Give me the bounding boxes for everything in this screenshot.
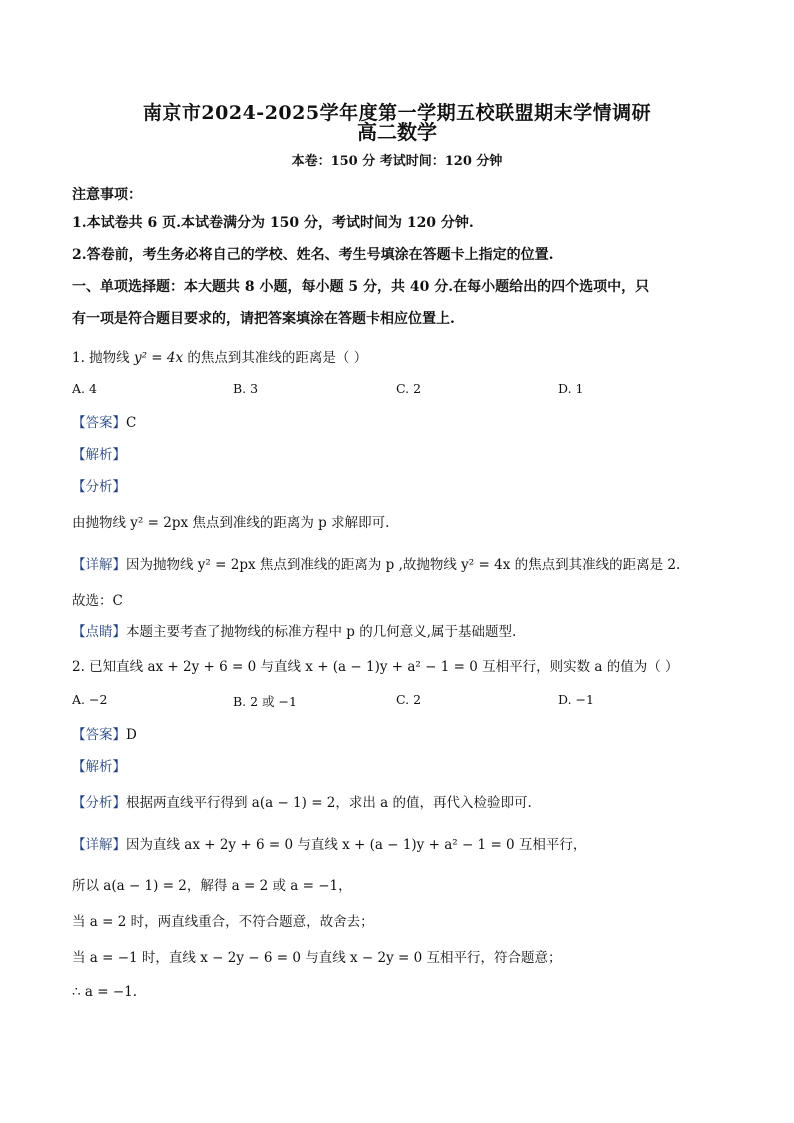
q1-comment-text: 本题主要考查了抛物线的标准方程中 p 的几何意义,属于基础题型. — [126, 624, 517, 640]
q2-option-a: A. −2 — [72, 692, 108, 707]
q1-choose: 故选：C — [72, 593, 123, 609]
q2-answer-value: D — [126, 727, 137, 743]
notice-item-2: 2.答卷前，考生务必将自己的学校、姓名、考生号填涂在答题卡上指定的位置. — [72, 247, 554, 263]
q1-formula: y² = 4x — [133, 350, 184, 366]
q2-stem: 2. 已知直线 ax + 2y + 6 = 0 与直线 x + (a − 1)y + a² − 1 = 0 互相平行，则实数 a 的值为（ ） — [72, 659, 679, 675]
q2-conclusion: ∴ a = −1. — [72, 984, 138, 1000]
q1-comment — [72, 620, 516, 640]
q1-detail — [72, 553, 680, 573]
q1-comment-tag: 【点睛】 — [72, 624, 126, 640]
q1-option-d: D. 1 — [558, 381, 584, 396]
q1-detail-tag: 【详解】 — [72, 557, 126, 573]
q1-answer-tag: 【答案】 — [72, 415, 126, 431]
q1-answer-value: C — [126, 415, 137, 431]
q2-fenxi-text: 根据两直线平行得到 a(a − 1) = 2，求出 a 的值，再代入检验即可. — [126, 795, 532, 811]
q1-prefix: 1. 抛物线 — [72, 350, 130, 366]
section-1-line-2: 有一项是符合题目要求的，请把答案填涂在答题卡相应位置上. — [72, 311, 455, 327]
q2-detail — [72, 833, 586, 853]
q2-fenxi-tag: 【分析】 — [72, 795, 126, 811]
q2-step-1: 所以 a(a − 1) = 2，解得 a = 2 或 a = −1， — [72, 878, 352, 894]
q1-option-b: B. 3 — [233, 381, 259, 396]
q1-fenxi-tag: 【分析】 — [72, 479, 126, 495]
exam-info: 本卷：150 分 考试时间：120 分钟 — [291, 154, 503, 169]
q2-detail-tag: 【详解】 — [72, 837, 126, 853]
q2-option-b: B. 2 或 −1 — [233, 694, 297, 709]
q2-step-3: 当 a = −1 时，直线 x − 2y − 6 = 0 与直线 x − 2y = 0 互相平行，符合题意； — [72, 950, 562, 966]
q2-answer-tag: 【答案】 — [72, 727, 126, 743]
q2-detail-text: 因为直线 ax + 2y + 6 = 0 与直线 x + (a − 1)y + a² − 1 = 0 互相平行， — [126, 837, 587, 853]
q2-fenxi — [72, 791, 532, 811]
q1-detail-text: 因为抛物线 y² = 2px 焦点到准线的距离为 p ,故抛物线 y² = 4x 的焦点到其准线的距离是 2. — [126, 557, 681, 573]
q1-option-a: A. 4 — [72, 381, 97, 396]
notice-heading: 注意事项： — [72, 187, 142, 203]
q1-stem — [72, 346, 367, 366]
q1-answer — [72, 411, 136, 431]
q2-option-d: D. −1 — [558, 692, 594, 707]
q1-analysis-tag: 【解析】 — [72, 447, 126, 463]
q1-fenxi-text: 由抛物线 y² = 2px 焦点到准线的距离为 p 求解即可. — [72, 515, 390, 531]
subject-title: 高二数学 — [357, 120, 437, 144]
q2-option-c: C. 2 — [396, 692, 422, 707]
section-1-line-1: 一、单项选择题：本大题共 8 小题，每小题 5 分，共 40 分.在每小题给出的四个选项中，只 — [72, 279, 650, 295]
q1-suffix: 的焦点到其准线的距离是（ ） — [187, 350, 368, 366]
q2-step-2: 当 a = 2 时，两直线重合，不符合题意，故舍去； — [72, 914, 374, 930]
notice-item-1: 1.本试卷共 6 页.本试卷满分为 150 分，考试时间为 120 分钟. — [72, 215, 474, 231]
exam-title: 南京市2024-2025学年度第一学期五校联盟期末学情调研 — [142, 102, 652, 124]
q2-analysis-tag: 【解析】 — [72, 759, 126, 775]
q1-option-c: C. 2 — [396, 381, 422, 396]
q2-answer — [72, 723, 137, 743]
